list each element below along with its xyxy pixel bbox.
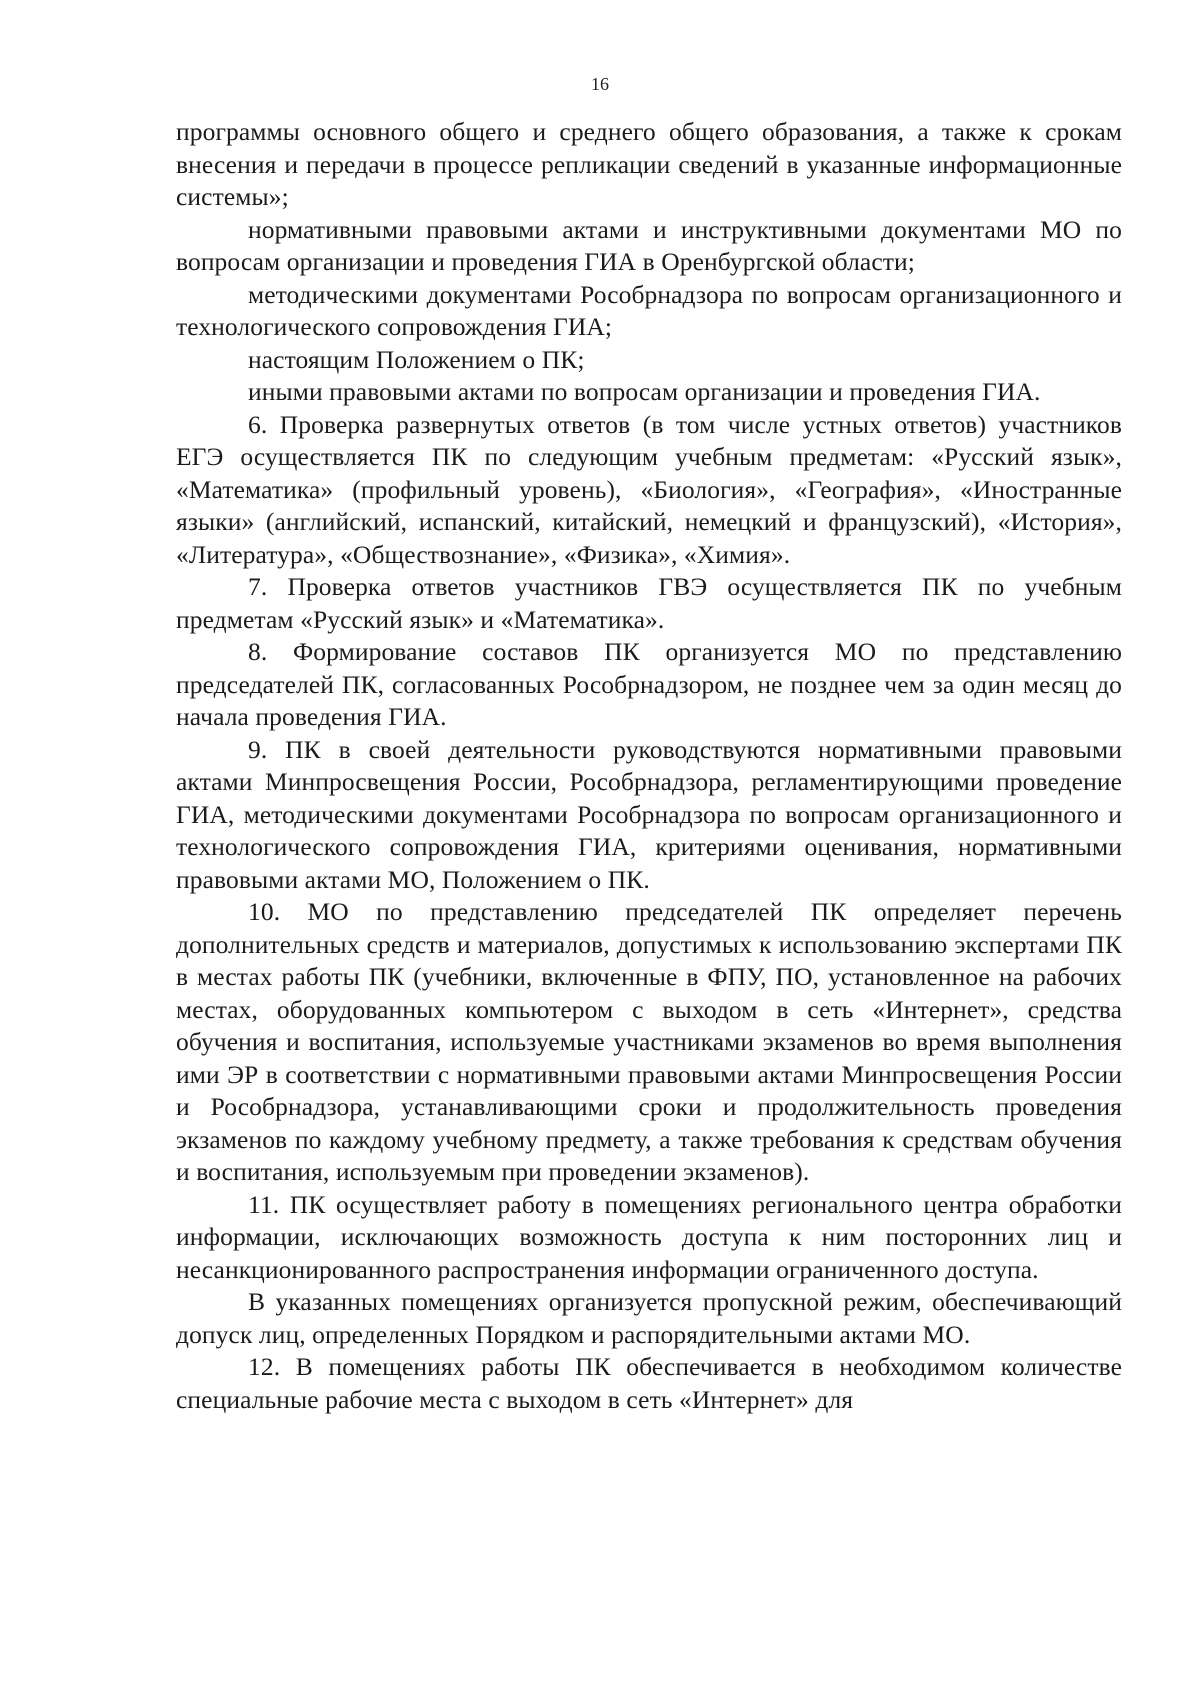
paragraph-1: программы основного общего и среднего общего образования, а также к срокам внесения и передачи в процессе репликации сведений в указанные информационные системы»; bbox=[176, 117, 1122, 211]
paragraph-access-regime: В указанных помещениях организуется пропускной режим, обеспечивающий допуск лиц, определенных Порядком и распорядительными актами МО. bbox=[176, 1287, 1122, 1349]
paragraph-item-6: 6. Проверка развернутых ответов (в том числе устных ответов) участников ЕГЭ осуществляется ПК по следующим учебным предметам: «Русский язык», «Математика» (профильный уровень), «Биология», «География», «Иностранные языки» (английский, испанский, китайский, немецкий и французский), «История», «Литература», «Обществознание», «Физика», «Химия». bbox=[176, 409, 1122, 569]
paragraph-item-7: 7. Проверка ответов участников ГВЭ осуществляется ПК по учебным предметам «Русский язык» и «Математика». bbox=[176, 572, 1122, 634]
paragraph-4: настоящим Положением о ПК; bbox=[248, 344, 585, 374]
page-number: 16 bbox=[591, 74, 609, 94]
paragraph-item-8: 8. Формирование составов ПК организуется МО по представлению председателей ПК, согласованных Рособрнадзором, не позднее чем за один месяц до начала проведения ГИА. bbox=[176, 637, 1122, 731]
paragraph-item-10: 10. МО по представлению председателей ПК определяет перечень дополнительных средств и материалов, допустимых к использованию экспертами ПК в местах работы ПК (учебники, включенные в ФПУ, ПО, установленное на рабочих местах, оборудованных компьютером с выходом в сеть «Интернет», средства обучения и воспитания, используемые участниками экзаменов во время выполнения ими ЭР в соответствии с нормативными правовыми актами Минпросвещения России и Рособрнадзора, устанавливающими сроки и продолжительность проведения экзаменов по каждому учебному предмету, а также требования к средствам обучения и воспитания, используемым при проведении экзаменов). bbox=[176, 897, 1122, 1186]
paragraph-2: нормативными правовыми актами и инструктивными документами МО по вопросам организации и проведения ГИА в Оренбургской области; bbox=[176, 214, 1122, 276]
paragraph-item-12: 12. В помещениях работы ПК обеспечивается в необходимом количестве специальные рабочие места с выходом в сеть «Интернет» для bbox=[176, 1352, 1122, 1414]
paragraph-item-11: 11. ПК осуществляет работу в помещениях регионального центра обработки информации, исключающих возможность доступа к ним посторонних лиц и несанкционированного распространения информации ограниченного доступа. bbox=[176, 1189, 1122, 1284]
document-body bbox=[176, 116, 1122, 1416]
paragraph-item-9: 9. ПК в своей деятельности руководствуются нормативными правовыми актами Минпросвещения России, Рособрнадзора, регламентирующими проведение ГИА, методическими документами Рособрнадзора по вопросам организационного и технологического сопровождения ГИА, критериями оценивания, нормативными правовыми актами МО, Положением о ПК. bbox=[176, 734, 1122, 894]
paragraph-3: методическими документами Рособрнадзора по вопросам организационного и технологического сопровождения ГИА; bbox=[176, 279, 1122, 341]
paragraph-5: иными правовыми актами по вопросам организации и проведения ГИА. bbox=[248, 377, 1041, 406]
